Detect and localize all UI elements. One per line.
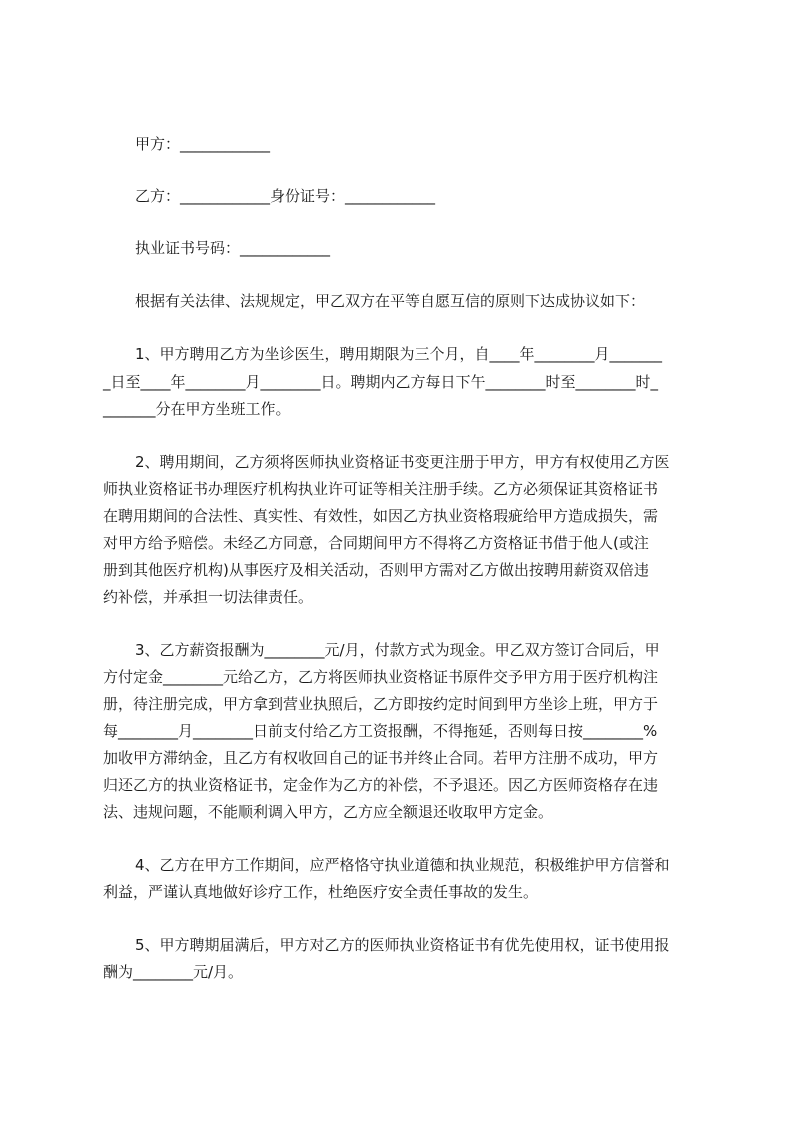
clause-2-line: 册到其他医疗机构)从事医疗及相关活动，否则甲方需对乙方做出按聘用薪资双倍违: [103, 561, 649, 579]
clause-2-line: 师执业资格证书办理医疗机构执业许可证等相关注册手续。乙方必须保证其资格证书: [103, 480, 659, 498]
clause-3-line: 加收甲方滞纳金，且乙方有权收回自己的证书并终止合同。若甲方注册不成功，甲方: [103, 749, 659, 767]
license-number-field: 执业证书号码：____________: [135, 239, 331, 257]
clause-3-line: 归还乙方的执业资格证书，定金作为乙方的补偿，不予退还。因乙方医师资格存在违: [103, 776, 659, 794]
clause-1-line: _日至____年________月________日。聘期内乙方每日下午________时至________时_: [103, 373, 659, 391]
clause-2-line: 对甲方给予赔偿。未经乙方同意，合同期间甲方不得将乙方资格证书借于他人(或注: [103, 534, 649, 552]
clause-3-line: 方付定金________元给乙方，乙方将医师执业资格证书原件交予甲方用于医疗机构注: [103, 668, 659, 686]
clause-5-line: 5、甲方聘期届满后，甲方对乙方的医师执业资格证书有优先使用权，证书使用报: [135, 936, 670, 954]
clause-2-line: 在聘用期间的合法性、真实性、有效性，如因乙方执业资格瑕疵给甲方造成损失，需: [103, 507, 659, 525]
clause-2-line: 约补偿，并承担一切法律责任。: [103, 588, 314, 606]
clause-3-line: 册，待注册完成，甲方拿到营业执照后，乙方即按约定时间到甲方坐诊上班，甲方于: [103, 695, 659, 713]
party-a-field: 甲方：____________: [135, 135, 271, 153]
clause-1-line: _______分在甲方坐班工作。: [103, 400, 291, 418]
clause-4-line: 利益，严谨认真地做好诊疗工作，杜绝医疗安全责任事故的发生。: [103, 883, 539, 901]
clause-4-line: 4、乙方在甲方工作期间，应严格恪守执业道德和执业规范，积极维护甲方信誉和: [135, 856, 670, 874]
clause-3-line: 每________月________日前支付给乙方工资报酬，不得拖延，否则每日按________%: [103, 722, 658, 740]
party-b-field: 乙方：____________身份证号：____________: [135, 187, 436, 205]
clause-5-line: 酬为________元/月。: [103, 963, 244, 981]
clause-2-line: 2、聘用期间，乙方须将医师执业资格证书变更注册于甲方，甲方有权使用乙方医: [135, 453, 670, 471]
clause-1-line: 1、甲方聘用乙方为坐诊医生，聘用期限为三个月，自____年________月_______: [135, 345, 663, 363]
clause-3-line: 法、违规问题，不能顺利调入甲方，乙方应全额退还收取甲方定金。: [103, 803, 554, 821]
intro-paragraph: 根据有关法律、法规规定，甲乙双方在平等自愿互信的原则下达成协议如下：: [135, 292, 646, 310]
clause-3-line: 3、乙方薪资报酬为________元/月，付款方式为现金。甲乙双方签订合同后，甲: [135, 641, 660, 659]
